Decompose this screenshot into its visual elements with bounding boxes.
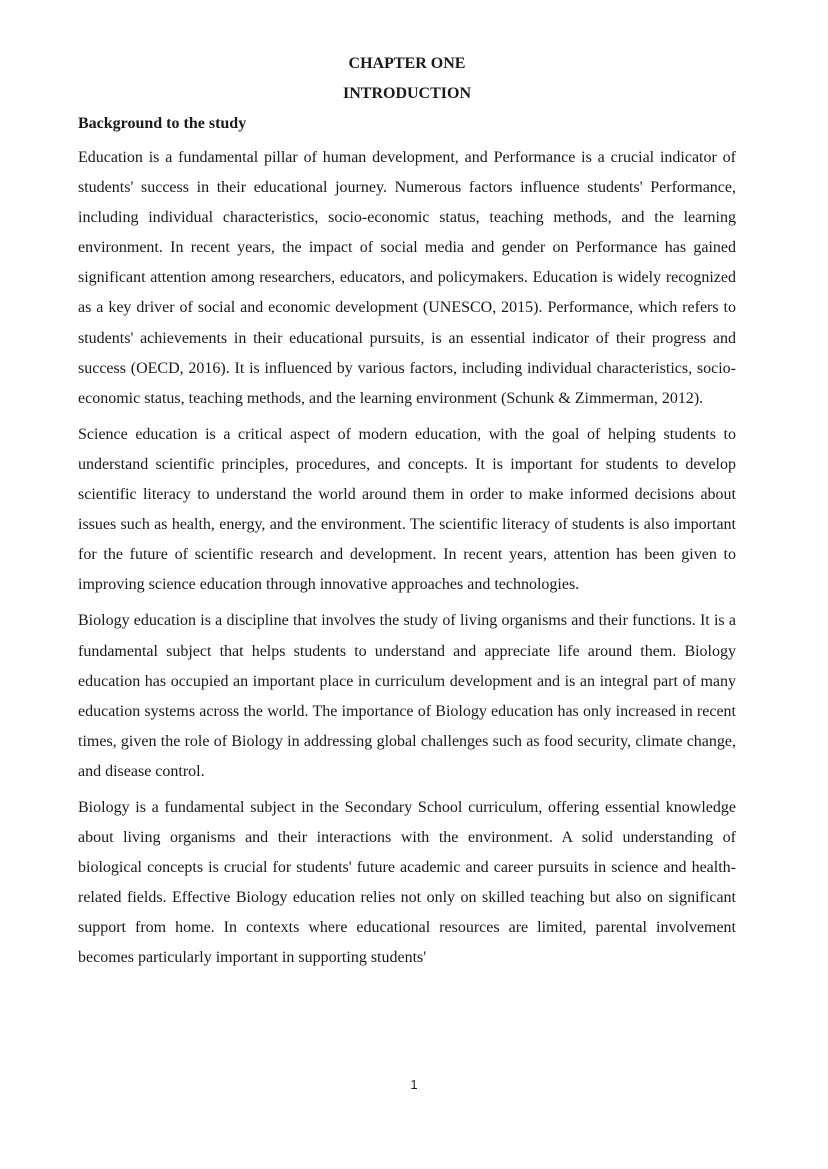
paragraph-2: Science education is a critical aspect of modern education, with the goal of helping students to understand scientific principles, procedures, and concepts. It is important for students to develop scientific literacy to understand the world around them in order to make informed decisions about issues such as health, energy, and the environment. The scientific literacy of students is also important for the future of scientific research and development. In recent years, attention has been given to improving science education through innovative approaches and technologies. bbox=[78, 425, 736, 594]
chapter-subtitle: INTRODUCTION bbox=[342, 85, 471, 102]
page-content bbox=[78, 49, 736, 980]
page-number: 1 bbox=[410, 1077, 418, 1092]
paragraph-3: Biology education is a discipline that involves the study of living organisms and their functions. It is a fundamental subject that helps students to understand and appreciate life around them. Biology education has occupied an important place in curriculum development and is an integral part of many education systems across the world. The importance of Biology education has only increased in recent times, given the role of Biology in addressing global challenges such as food security, climate change, and disease control. bbox=[78, 612, 736, 780]
paragraph-4: Biology is a fundamental subject in the Secondary School curriculum, offering essential knowledge about living organisms and their interactions with the environment. A solid understanding of biological concepts is crucial for students' future academic and career pursuits in science and health-related fields. Effective Biology education relies not only on skilled teaching but also on significant support from home. In contexts where educational resources are limited, parental involvement becomes particularly important in supporting students' bbox=[78, 798, 736, 967]
section-heading: Background to the study bbox=[78, 115, 247, 132]
chapter-title: CHAPTER ONE bbox=[348, 55, 466, 72]
paragraph-1: Education is a fundamental pillar of human development, and Performance is a crucial indicator of students' success in their educational journey. Numerous factors influence students' Performance, including individual characteristics, socio-economic status, teaching methods, and the learning environment. In recent years, the impact of social media and gender on Performance has gained significant attention among researchers, educators, and policymakers. Education is widely recognized as a key driver of social and economic development (UNESCO, 2015). Performance, which refers to students' achievements in their educational pursuits, is an essential indicator of their progress and success (OECD, 2016). It is influenced by various factors, including individual characteristics, socio-economic status, teaching methods, and the learning environment (Schunk & Zimmerman, 2012). bbox=[78, 149, 736, 407]
